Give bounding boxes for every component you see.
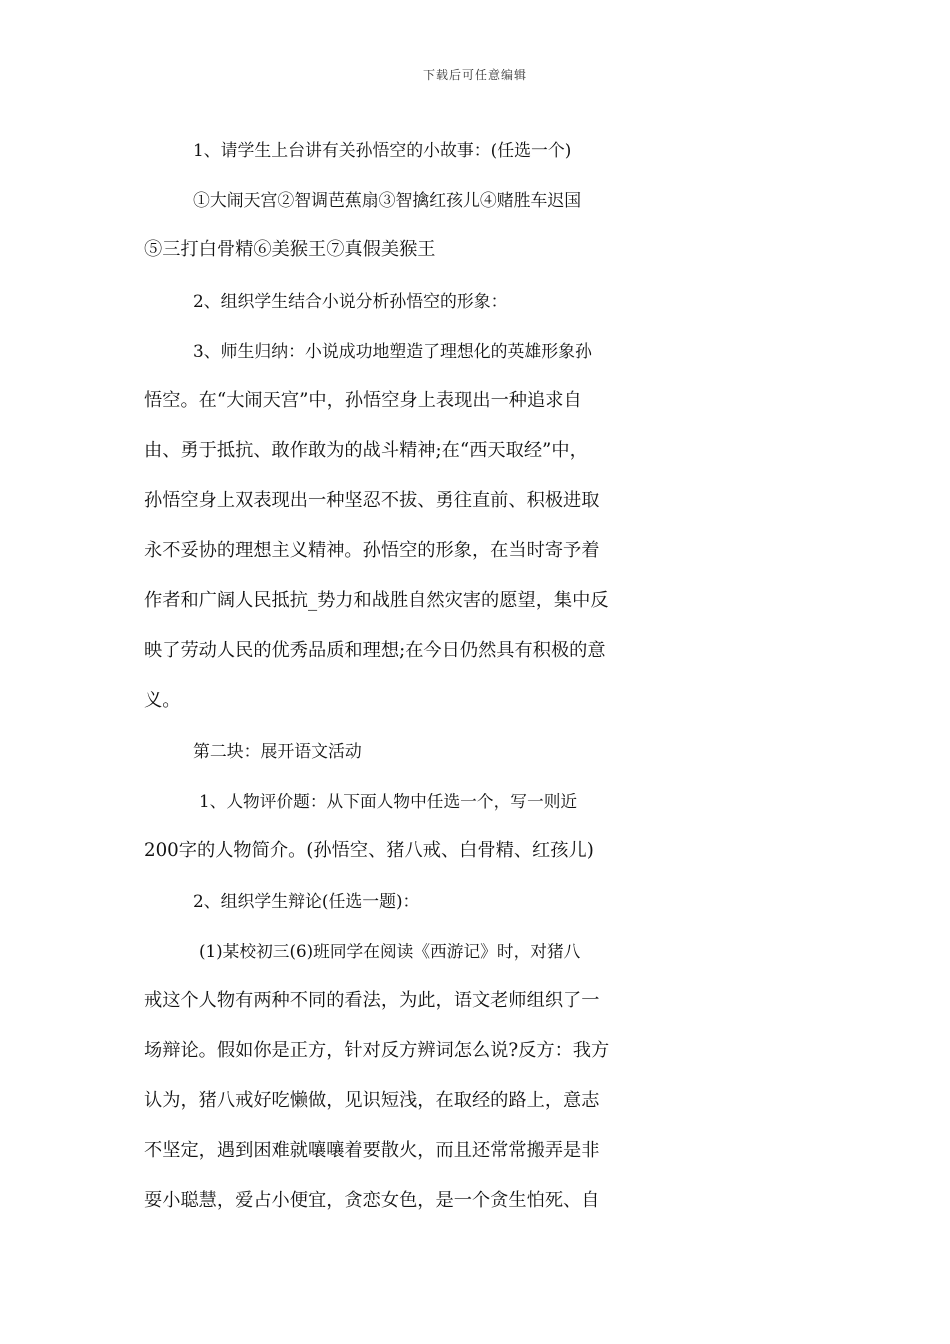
body-line: 2、组织学生结合小说分析孙悟空的形象：: [193, 291, 508, 311]
body-line: 认为，猪八戒好吃懒做，见识短浅，在取经的路上，意志: [144, 1090, 600, 1111]
body-line: 由、勇于抵抗、敢作敢为的战斗精神;在“西天取经”中，: [144, 440, 588, 461]
body-line: 2、组织学生辩论(任选一题)：: [193, 891, 420, 911]
header-note: 下载后可任意编辑: [422, 68, 527, 82]
body-line: 义。: [144, 690, 181, 711]
section-heading: 第二块：展开语文活动: [193, 741, 362, 761]
body-line: 200字的人物简介。(孙悟空、猪八戒、白骨精、红孩儿): [144, 840, 594, 861]
body-line: 映了劳动人民的优秀品质和理想;在今日仍然具有积极的意: [144, 640, 606, 661]
body-line: 永不妥协的理想主义精神。孙悟空的形象，在当时寄予着: [144, 540, 600, 561]
body-line: 1、人物评价题：从下面人物中任选一个，写一则近: [199, 791, 578, 811]
body-line: 3、师生归纳：小说成功地塑造了理想化的英雄形象孙: [193, 341, 592, 361]
body-line: 孙悟空身上双表现出一种坚忍不拔、勇往直前、积极进取: [144, 490, 600, 511]
body-line: 戒这个人物有两种不同的看法，为此，语文老师组织了一: [144, 990, 600, 1011]
body-line: ①大闹天宫②智调芭蕉扇③智擒红孩儿④赌胜车迟国: [193, 190, 582, 210]
body-line: 耍小聪慧，爱占小便宜，贪恋女色，是一个贪生怕死、自: [144, 1190, 600, 1211]
body-line: 不坚定，遇到困难就嚷嚷着要散火，而且还常常搬弄是非: [144, 1140, 600, 1161]
body-line: 1、请学生上台讲有关孙悟空的小故事：(任选一个): [193, 140, 572, 160]
body-line: 场辩论。假如你是正方，针对反方辨词怎么说?反方：我方: [144, 1040, 610, 1061]
body-line: 悟空。在“大闹天宫”中，孙悟空身上表现出一种追求自: [144, 390, 582, 411]
body-line: (1)某校初三(6)班同学在阅读《西游记》时，对猪八: [199, 941, 581, 961]
body-line: ⑤三打白骨精⑥美猴王⑦真假美猴王: [144, 239, 436, 260]
body-line: 作者和广阔人民抵抗_势力和战胜自然灾害的愿望，集中反: [144, 590, 609, 611]
